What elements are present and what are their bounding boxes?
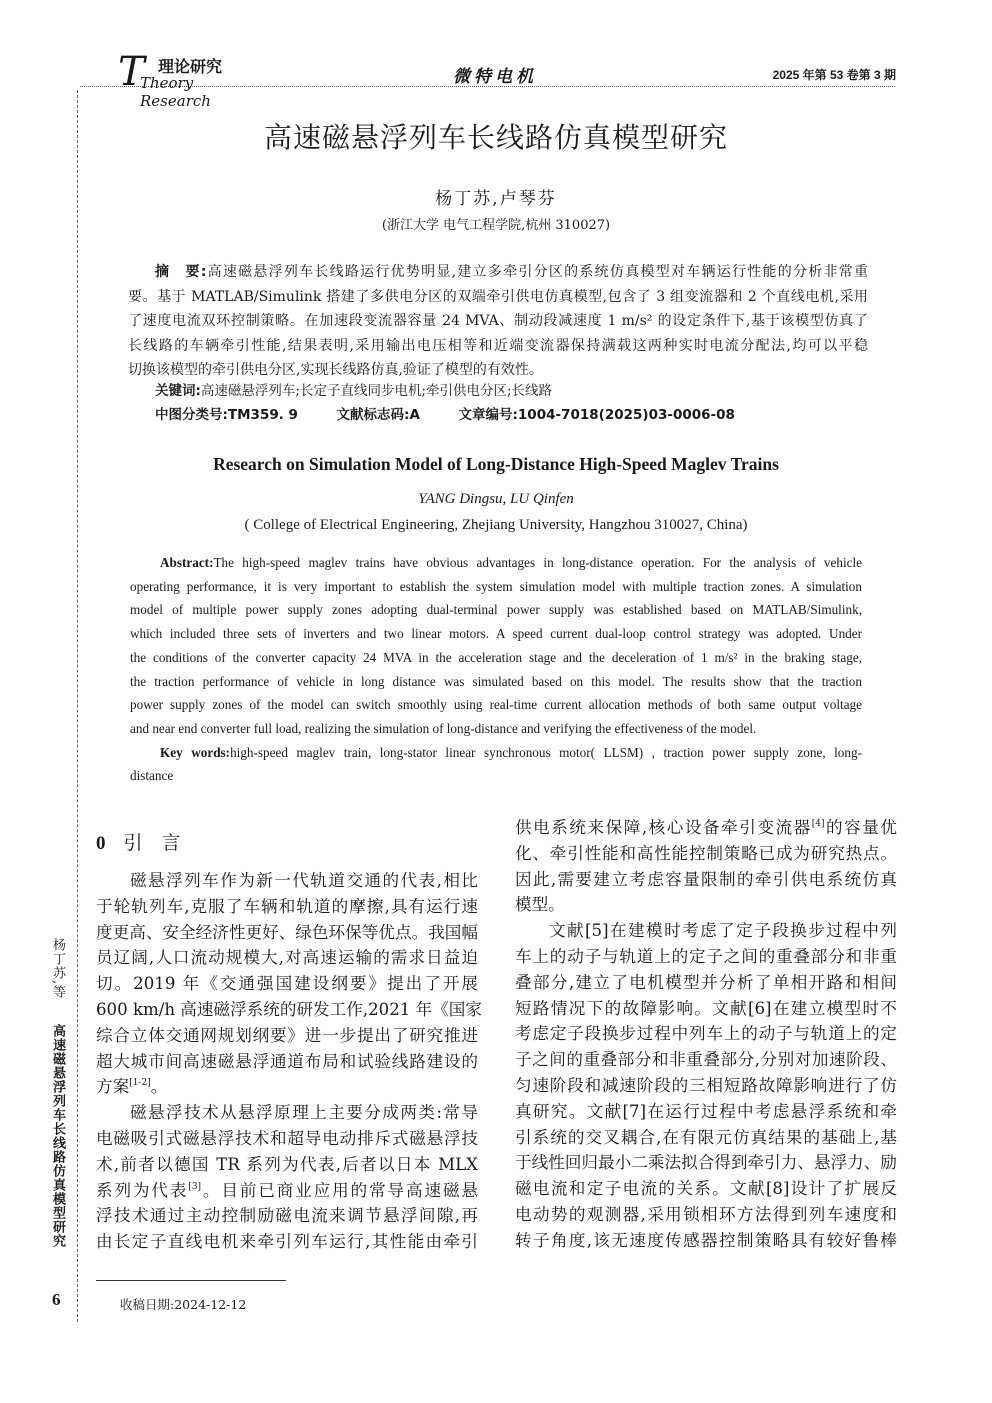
body-text: 浮技术通过主动控制励磁电流来调节悬浮间隙,再 [96,1206,478,1226]
body-text: 磁悬浮列车作为新一代轨道交通的代表,相比 [130,871,478,890]
article-no-value: 1004-7018(2025)03-0006-08 [517,407,735,423]
abstract-en-line [130,575,862,599]
body-text: 磁悬浮技术从悬浮原理上主要分成两类:常导 [130,1103,478,1123]
body-text: 的容量优 [824,818,898,837]
body-text: 引系统的交叉耦合,在有限元仿真结果的基础上,基 [515,1127,897,1147]
abstract-label: 摘 要: [155,264,207,280]
body-text: 电磁吸引式磁悬浮技术和超导电动排斥式磁悬浮技 [96,1128,478,1148]
section-title: 引 言 [123,832,181,854]
abstract-en-text: which included three sets of inverters and two linear motors. A speed current dual-loop control strategy was adopted. Under [130,626,862,642]
abstract-text: 切换该模型的牵引供电分区,实现长线路仿真,验证了模型的有效性。 [128,362,543,378]
body-line [515,841,897,867]
body-line [96,868,478,894]
logo-cn: 理论研究 [158,57,223,76]
authors: 杨丁苏,卢琴芬 [435,189,557,209]
abstract-en-label: Abstract: [160,555,214,570]
abstract-en-line [130,622,862,646]
body-text: 化、牵引性能和高性能控制策略已成为研究热点。 [515,843,897,863]
running-head-authors: 杨丁苏,等 [50,938,65,1000]
abstract-en-line [130,598,862,622]
abstract-en-text: power supply zones of the model can switch smoothly using real-time current allocation methods of both same output voltage [130,697,862,713]
keywords-cn [155,379,552,399]
body-text: 切。2019 年《交通强国建设纲要》提出了开展 [96,974,478,994]
body-text: 因此,需要建立考虑容量限制的牵引供电系统仿真 [515,869,897,889]
right-column [515,815,897,1254]
clc-label: 中图分类号: [155,407,228,423]
english-authors: YANG Dingsu, LU Qinfen [418,491,574,507]
body-text: 模型。 [515,895,565,915]
abstract-en [130,551,862,788]
body-text: 超大城市间高速磁悬浮通道布局和试验线路建设的 [96,1051,478,1071]
abstract-en-text: model of multiple power supply zones adopting dual-terminal power supply was established based on MATLAB/Simulink, [130,602,862,618]
body-text: 。 [150,1077,168,1097]
body-line [96,920,478,946]
keywords-label: 关键词: [155,383,201,399]
paper-title: 高速磁悬浮列车长线路仿真模型研究 [263,121,728,154]
body-line [515,892,897,918]
body-text: 于线性回归最小二乘法拟合得到牵引力、悬浮力、励 [515,1153,897,1173]
english-affiliation: ( College of Electrical Engineering, Zhejiang University, Hangzhou 310027, China) [244,517,748,533]
section-number: 0 [96,833,106,854]
body-text: 600 km/h 高速磁浮系统的研发工作,2021 年《国家 [96,999,482,1019]
issue-info: 2025 年第 53 卷第 3 期 [772,68,896,82]
body-line [96,1152,478,1178]
logo-en: Theory Research [140,74,211,110]
body-line [515,944,897,970]
body-line [515,1202,897,1228]
body-text: 短路情况下的故障影响。文献[6]在建立模型时不 [515,998,897,1018]
page-number: 6 [52,1290,61,1309]
body-text: 供电系统来保障,核心设备牵引变流器 [515,818,812,837]
body-text: 电动势的观测器,采用锁相环方法得到列车速度和 [515,1204,897,1224]
keywords-en-text: distance [130,768,174,784]
abstract-line [128,285,868,310]
citation: [1-2] [129,1078,151,1089]
body-line [96,997,482,1023]
body-line [515,918,897,944]
citation: [4] [811,819,825,829]
body-line [515,1228,897,1254]
received-date: 收稿日期:2024-12-12 [120,1297,247,1312]
body-line [515,1099,897,1125]
abstract-en-text: the conditions of the converter capacity 24 MVA in the acceleration stage and the deceleration of 1 m/s² in the braking stage, [130,649,862,665]
abstract-en-text: and near end converter full load, realizing the simulation of long-distance and verifying the effectiveness of the model. [130,720,757,736]
classification-line [155,403,735,423]
body-line [96,894,478,920]
body-text: 文献[5]在建模时考虑了定子段换步过程中列 [549,921,897,941]
running-head [48,938,67,1248]
abstract-line [128,309,868,334]
abstract-text: 要。基于 MATLAB/Simulink 搭建了多供电分区的双端牵引供电仿真模型,包含了 3 组变流器和 2 个直线电机,采用 [128,288,868,305]
body-text: 于轮轨列车,克服了车辆和轨道的摩擦,具有运行速 [96,896,478,916]
abstract-cn [128,260,868,383]
abstract-en-line [130,670,862,694]
body-text: 由长定子直线电机来牵引列车运行,其性能由牵引 [96,1232,478,1252]
body-text: 匀速阶段和减速阶段的三相短路故障影响进行了仿 [515,1075,897,1095]
abstract-en-line [130,646,862,670]
body-text: 考虑定子段换步过程中列车上的动子与轨道上的定 [515,1024,897,1044]
running-head-title: 高速磁悬浮列车长线路仿真模型研究 [50,1024,65,1249]
abstract-text: 长线路的车辆牵引性能,结果表明,采用输出电压相等和近端变流器保持满载这两种实时电流分配法,均可以平稳 [128,337,868,354]
body-text: 磁电流和定子电流的关系。文献[8]设计了扩展反 [515,1179,897,1199]
clc-value: TM359. 9 [227,407,298,423]
body-line [515,1073,897,1099]
body-line [96,1023,478,1049]
body-text: 车上的动子与轨道上的定子之间的重叠部分和非重 [515,946,897,966]
body-line [515,996,897,1022]
journal-name: 微特电机 [453,67,537,87]
citation: [3] [188,1181,202,1192]
side-rule [77,90,78,1322]
body-text: 。目前已商业应用的常导高速磁悬 [201,1180,478,1200]
body-line [515,970,897,996]
abstract-text: 高速磁悬浮列车长线路运行优势明显,建立多牵引分区的系统仿真模型对车辆运行性能的分析非常重 [206,264,868,280]
abstract-en-line [130,717,862,741]
abstract-en-line [130,551,862,575]
keywords-en-line [130,741,862,765]
body-line [515,815,897,841]
left-column [96,868,482,1255]
body-text: 员辽阔,人口流动规模大,对高速运输的需求日益迫 [96,948,478,968]
body-text: 转子角度,该无速度传感器控制策略具有较好鲁棒 [515,1230,897,1250]
body-line [96,1229,478,1255]
body-text: 真研究。文献[7]在运行过程中考虑悬浮系统和牵 [515,1101,897,1121]
keywords-en-label: Key words: [160,744,231,760]
body-line [515,1176,897,1202]
doc-code-value: A [409,407,420,423]
keywords-en-line [130,764,862,788]
body-line [96,1074,478,1100]
section-logo [118,49,253,110]
logo-letter: T [118,49,145,95]
body-line [96,945,478,971]
keywords-value: 高速磁悬浮列车;长定子直线同步电机;牵引供电分区;长线路 [200,383,553,399]
body-line [96,1049,478,1075]
footnote-rule [96,1280,286,1281]
section-heading [96,828,181,855]
body-line [515,1150,897,1176]
body-line [515,867,897,893]
affiliation: (浙江大学 电气工程学院,杭州 310027) [381,218,611,233]
abstract-en-text: The high-speed maglev trains have obvious advantages in long-distance operation. For the analysis of vehicle [213,555,862,570]
body-line [515,1047,897,1073]
body-line [96,1203,478,1229]
body-text: 综合立体交通网规划纲要》进一步提出了研究推进 [96,1025,478,1045]
body-text: 方案 [96,1077,130,1097]
article-no-label: 文章编号: [458,407,518,423]
body-line [515,1021,897,1047]
body-line [96,1100,478,1126]
body-text: 度更高、安全经济性更好、绿色环保等优点。我国幅 [96,922,478,942]
body-text: 子之间的重叠部分和非重叠部分,分别对加速阶段、 [515,1050,897,1070]
body-line [515,1125,897,1151]
body-line [96,1178,478,1204]
english-title: Research on Simulation Model of Long-Distance High-Speed Maglev Trains [213,454,779,474]
abstract-line [128,334,868,359]
body-line [96,1126,478,1152]
abstract-en-text: the traction performance of vehicle in long distance was simulated based on this model. The results show that the traction [130,673,862,689]
abstract-en-line [130,693,862,717]
body-text: 系列为代表 [96,1180,189,1200]
abstract-en-text: operating performance, it is very important to establish the system simulation model with multiple traction zones. A simulation [130,578,862,594]
body-text: 术,前者以德国 TR 系列为代表,后者以日本 MLX [96,1154,478,1174]
abstract-text: 了速度电流双环控制策略。在加速段变流器容量 24 MVA、制动段减速度 1 m/s² 的设定条件下,基于该模型仿真了 [128,313,868,329]
keywords-en-text: high-speed maglev train, long-stator linear synchronous motor( LLSM) , traction power supply zone, long- [230,744,862,760]
doc-code-label: 文献标志码: [336,407,410,423]
body-text: 叠部分,建立了电机模型并分析了单相开路和相间 [515,972,897,992]
abstract-line [128,260,868,285]
body-line [96,971,478,997]
